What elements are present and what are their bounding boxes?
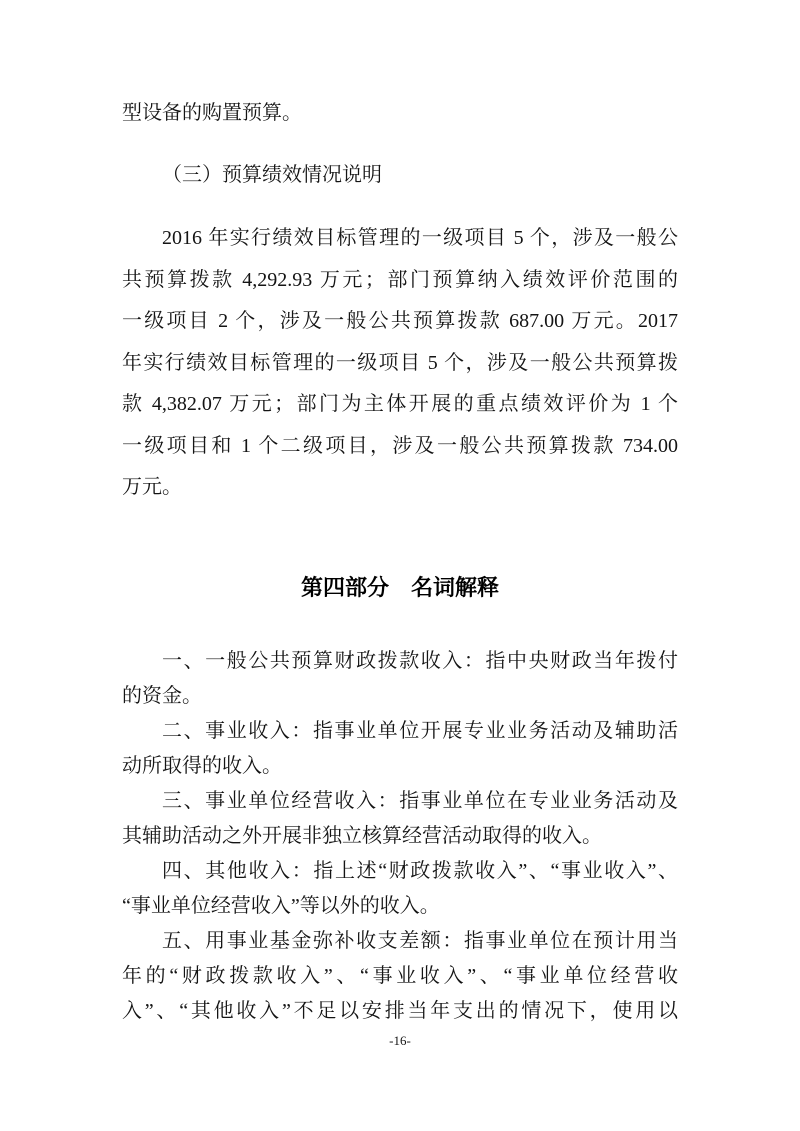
budget-performance-paragraph	[122, 218, 678, 509]
definition-line: “事业单位经营收入”等以外的收入。	[122, 895, 440, 917]
definition-line: 其辅助活动之外开展非独立核算经营活动取得的收入。	[122, 825, 602, 847]
definition-line: 的资金。	[122, 685, 202, 707]
section-heading: 第四部分 名词解释	[300, 575, 499, 600]
definitions-list	[122, 644, 678, 1029]
definition-line: 五、用事业基金弥补收支差额：指事业单位在预计用当	[162, 930, 678, 952]
paragraph-line: 一级项目 2 个，涉及一般公共预算拨款 687.00 万元。2017	[122, 310, 678, 332]
paragraph-line: 2016 年实行绩效目标管理的一级项目 5 个，涉及一般公	[162, 227, 678, 249]
definition-line: 二、事业收入：指事业单位开展专业业务活动及辅助活	[162, 720, 678, 742]
definition-line: 一、一般公共预算财政拨款收入：指中央财政当年拨付	[162, 650, 678, 672]
paragraph-line: 一级项目和 1 个二级项目，涉及一般公共预算拨款 734.00	[122, 434, 678, 457]
paragraph-line: 万元。	[122, 476, 182, 498]
page-number: -16-	[389, 1033, 411, 1048]
definition-line: 四、其他收入：指上述“财政拨款收入”、“事业收入”、	[162, 860, 678, 882]
definition-line: 三、事业单位经营收入：指事业单位在专业业务活动及	[162, 790, 678, 812]
paragraph-line: 共预算拨款 4,292.93 万元；部门预算纳入绩效评价范围的	[122, 268, 678, 291]
definition-line: 年的“财政拨款收入”、“事业收入”、“事业单位经营收	[122, 965, 678, 987]
subsection-heading: （三）预算绩效情况说明	[162, 164, 382, 186]
paragraph-line: 年实行绩效目标管理的一级项目 5 个，涉及一般公共预算拨	[122, 351, 678, 374]
paragraph-line: 款 4,382.07 万元；部门为主体开展的重点绩效评价为 1 个	[122, 393, 678, 415]
definition-line: 入”、“其他收入”不足以安排当年支出的情况下，使用以	[122, 1000, 678, 1022]
intro-continuation-line: 型设备的购置预算。	[122, 102, 302, 124]
definition-line: 动所取得的收入。	[122, 755, 282, 777]
